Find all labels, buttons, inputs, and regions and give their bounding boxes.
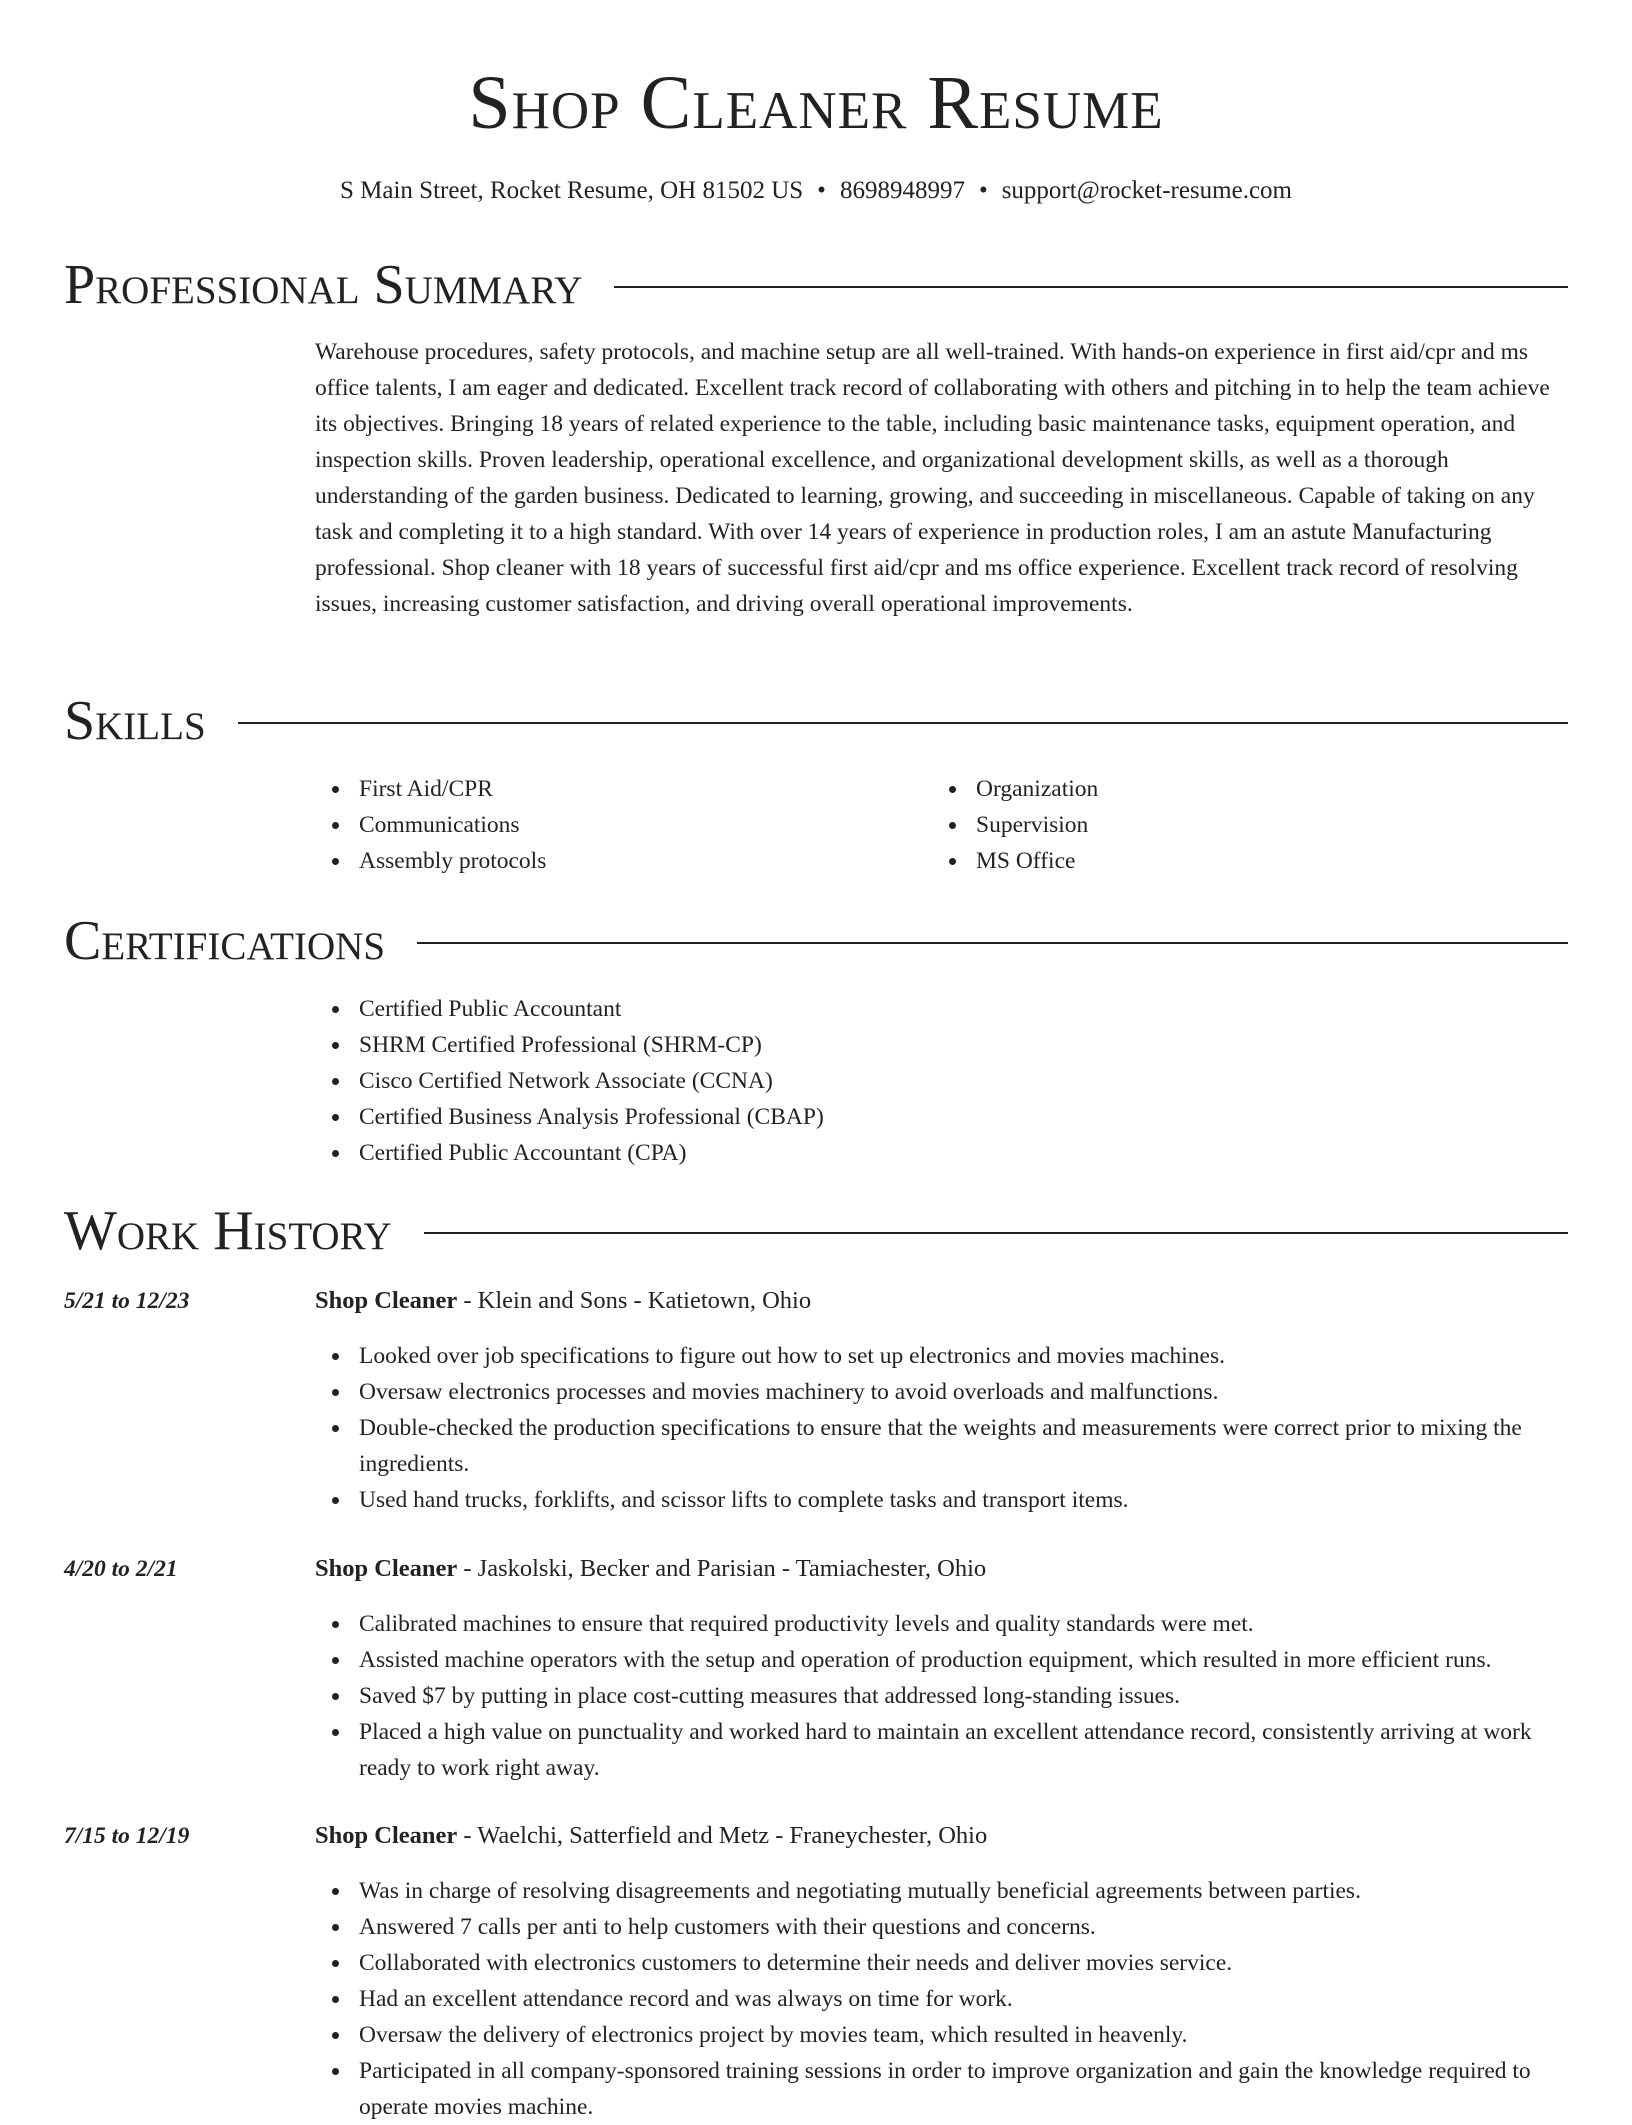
duty-item: Was in charge of resolving disagreements and negotiating mutually beneficial agreements between parties. [359,1873,1568,1909]
contact-separator: • [978,177,988,204]
certification-item: Cisco Certified Network Associate (CCNA) [359,1063,1568,1099]
duty-item: Answered 7 calls per anti to help customers with their questions and concerns. [359,1909,1568,1945]
section-divider [424,1232,1568,1234]
certification-item: SHRM Certified Professional (SHRM-CP) [359,1027,1568,1063]
summary-heading: Professional Summary [64,254,583,316]
job-duties [315,1873,1568,2125]
job-company: - Waelchi, Satterfield and Metz - Franeychester, Ohio [457,1822,988,1849]
job-duties [315,1338,1568,1518]
skills-heading: Skills [64,690,206,752]
duty-item: Double-checked the production specifications to ensure that the weights and measurements were correct prior to mixing the ingredients. [359,1410,1568,1482]
certification-item: Certified Public Accountant (CPA) [359,1135,1568,1171]
skill-item: First Aid/CPR [359,771,915,807]
certifications-heading: Certifications [64,910,386,972]
job-headline [315,1818,1568,1854]
duty-item: Looked over job specifications to figure out how to set up electronics and movies machines. [359,1338,1568,1374]
duty-item: Placed a high value on punctuality and worked hard to maintain an excellent attendance record, consistently arriving at work ready to work right away. [359,1714,1568,1786]
certification-item: Certified Public Accountant [359,991,1568,1027]
duty-item: Oversaw the delivery of electronics project by movies team, which resulted in heavenly. [359,2017,1568,2053]
contact-phone: 8698948997 [839,177,965,204]
skills-section-header [64,686,1568,756]
skills-column-left [315,771,915,879]
job-dates: 7/15 to 12/19 [64,1823,190,1849]
skill-item: Assembly protocols [359,843,915,879]
skills-column-right [932,771,1532,879]
certifications-section-header [64,906,1568,976]
duty-item: Participated in all company-sponsored training sessions in order to improve organization and gain the knowledge required to operate movies machine. [359,2053,1568,2125]
certifications-list [315,991,1568,1171]
duty-item: Collaborated with electronics customers to determine their needs and deliver movies service. [359,1945,1568,1981]
job-role: Shop Cleaner [315,1287,458,1314]
skill-item: Organization [976,771,1532,807]
skill-item: Communications [359,807,915,843]
resume-title: Shop Cleaner Resume [468,61,1164,145]
job-duties [315,1606,1568,1786]
skill-item: Supervision [976,807,1532,843]
section-divider [417,942,1568,944]
contact-email: support@rocket-resume.com [1001,177,1292,204]
duty-item: Assisted machine operators with the setup and operation of production equipment, which resulted in more efficient runs. [359,1642,1568,1678]
skill-item: MS Office [976,843,1532,879]
summary-text: Warehouse procedures, safety protocols, and machine setup are all well-trained. With hands-on experience in first aid/cpr and ms office talents, I am eager and dedicated. Excellent track record of collaborating with others and pitching in to help the team achieve its objectives. Bringing 18 years of related experience to the table, including basic maintenance tasks, equipment operation, and inspection skills. Proven leadership, operational excellence, and organizational development skills, as well as a thorough understanding of the garden business. Dedicated to learning, growing, and succeeding in miscellaneous. Capable of taking on any task and completing it to a high standard. With over 14 years of experience in production roles, I am an astute Manufacturing professional. Shop cleaner with 18 years of successful first aid/cpr and ms office experience. Excellent track record of resolving issues, increasing customer satisfaction, and driving overall operational improvements. [315,339,1550,617]
job-company: - Jaskolski, Becker and Parisian - Tamiachester, Ohio [457,1555,987,1582]
job-headline [315,1283,1568,1319]
contact-address: S Main Street, Rocket Resume, OH 81502 US [340,177,804,204]
section-divider [614,286,1568,288]
summary-section-header [64,250,1568,320]
work-history-section-header [64,1196,1568,1266]
duty-item: Calibrated machines to ensure that required productivity levels and quality standards were met. [359,1606,1568,1642]
job-role: Shop Cleaner [315,1555,458,1582]
work-history-heading: Work History [64,1200,392,1262]
duty-item: Used hand trucks, forklifts, and scissor lifts to complete tasks and transport items. [359,1482,1568,1518]
job-headline [315,1551,1568,1587]
duty-item: Saved $7 by putting in place cost-cutting measures that addressed long-standing issues. [359,1678,1568,1714]
job-dates: 5/21 to 12/23 [64,1288,190,1314]
certification-item: Certified Business Analysis Professional (CBAP) [359,1099,1568,1135]
job-company: - Klein and Sons - Katietown, Ohio [457,1287,812,1314]
contact-line [64,174,1568,208]
job-role: Shop Cleaner [315,1822,458,1849]
duty-item: Had an excellent attendance record and was always on time for work. [359,1981,1568,2017]
job-dates: 4/20 to 2/21 [64,1556,178,1582]
contact-separator: • [817,177,826,204]
duty-item: Oversaw electronics processes and movies machinery to avoid overloads and malfunctions. [359,1374,1568,1410]
section-divider [238,722,1568,724]
